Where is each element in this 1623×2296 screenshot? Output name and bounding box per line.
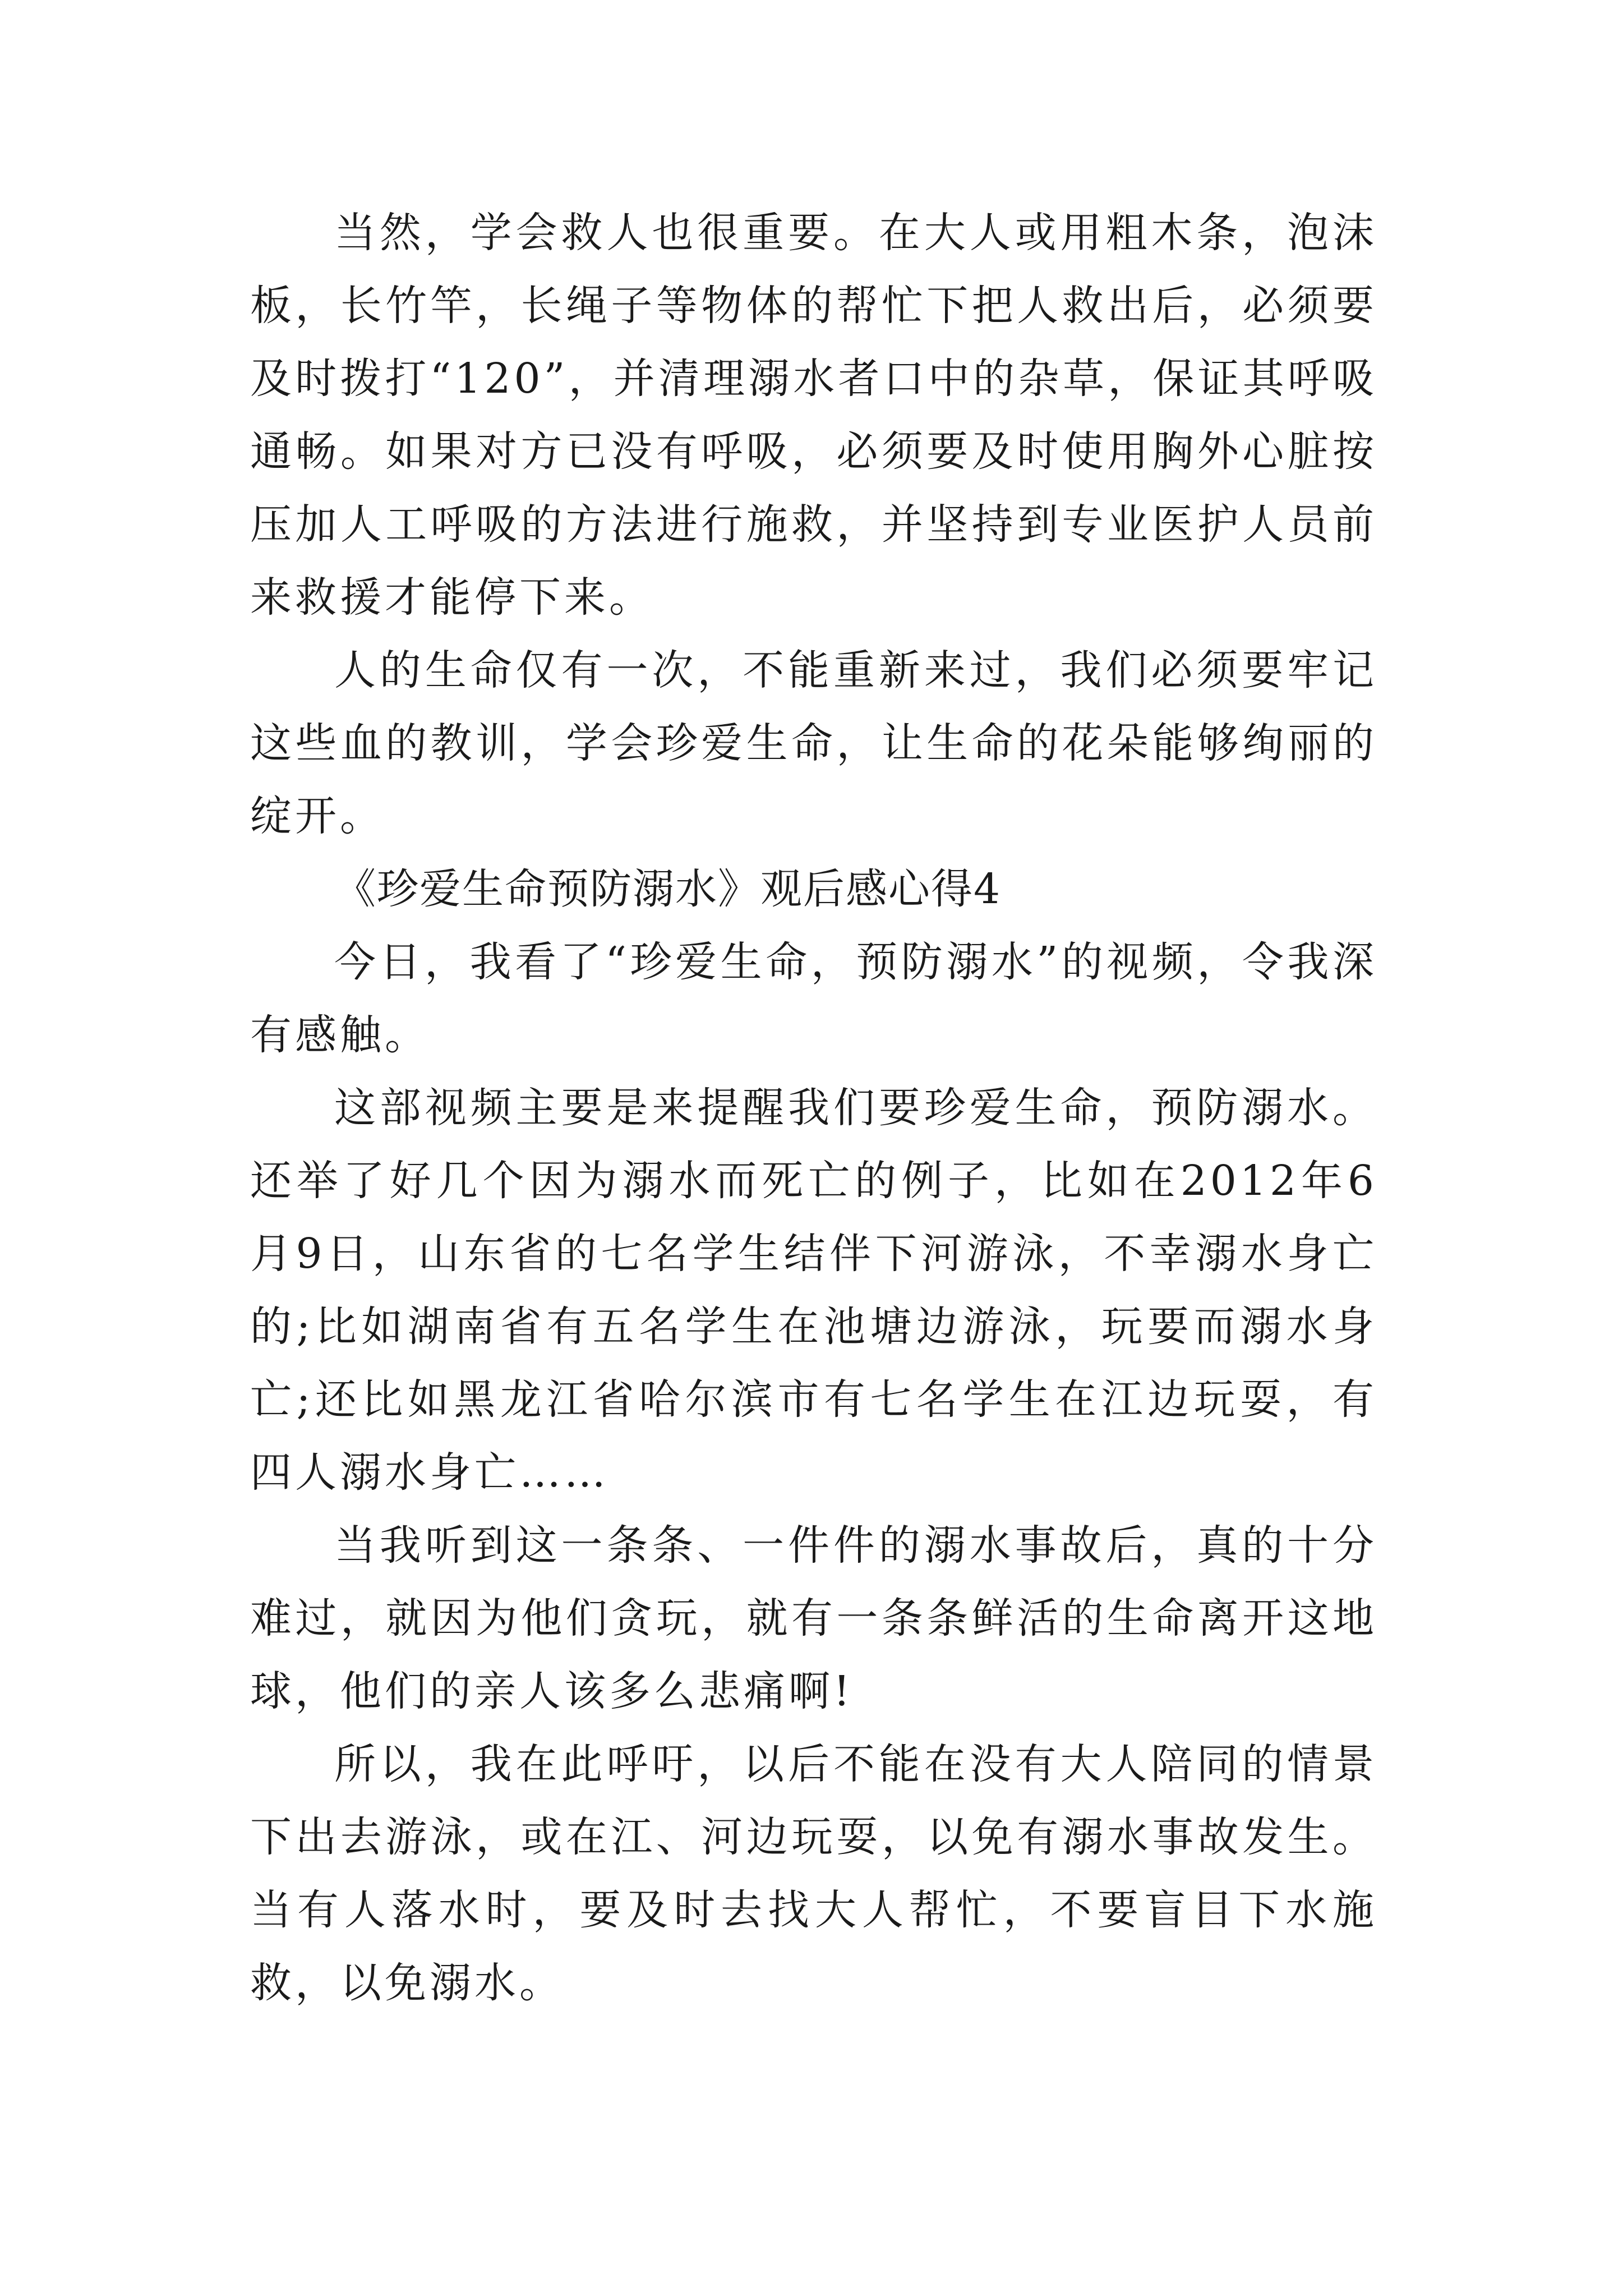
- paragraph-feelings: 当我听到这一条条、一件件的溺水事故后，真的十分难过，就因为他们贪玩，就有一条条鲜活的生命离开这地球，他们的亲人该多么悲痛啊!: [250, 1521, 1377, 1715]
- paragraph-appeal: 所以，我在此呼吁，以后不能在没有大人陪同的情景下出去游泳，或在江、河边玩耍，以免有溺水事故发生。当有人落水时，要及时去找大人帮忙，不要盲目下水施救，以免溺水。: [250, 1740, 1377, 2007]
- paragraph-life-once: 人的生命仅有一次，不能重新来过，我们必须要牢记这些血的教训，学会珍爱生命，让生命的花朵能够绚丽的绽开。: [250, 646, 1377, 840]
- document-body: [250, 196, 1377, 2019]
- section-heading: 《珍爱生命预防溺水》观后感心得4: [334, 865, 1002, 913]
- paragraph-video: 今日，我看了“珍爱生命，预防溺水”的视频，令我深有感触。: [250, 938, 1377, 1059]
- paragraph-examples: 这部视频主要是来提醒我们要珍爱生命，预防溺水。还举了好几个因为溺水而死亡的例子，比如在2012年6月9日，山东省的七名学生结伴下河游泳，不幸溺水身亡的;比如湖南省有五名学生在池塘边游泳，玩要而溺水身亡;还比如黑龙江省哈尔滨市有七名学生在江边玩耍，有四人溺水身亡……: [250, 1084, 1377, 1497]
- paragraph-rescue: 当然，学会救人也很重要。在大人或用粗木条，泡沫板，长竹竿，长绳子等物体的帮忙下把人救出后，必须要及时拨打“120”，并清理溺水者口中的杂草，保证其呼吸通畅。如果对方已没有呼吸，必须要及时使用胸外心脏按压加人工呼吸的方法进行施救，并坚持到专业医护人员前来救援才能停下来。: [250, 209, 1377, 622]
